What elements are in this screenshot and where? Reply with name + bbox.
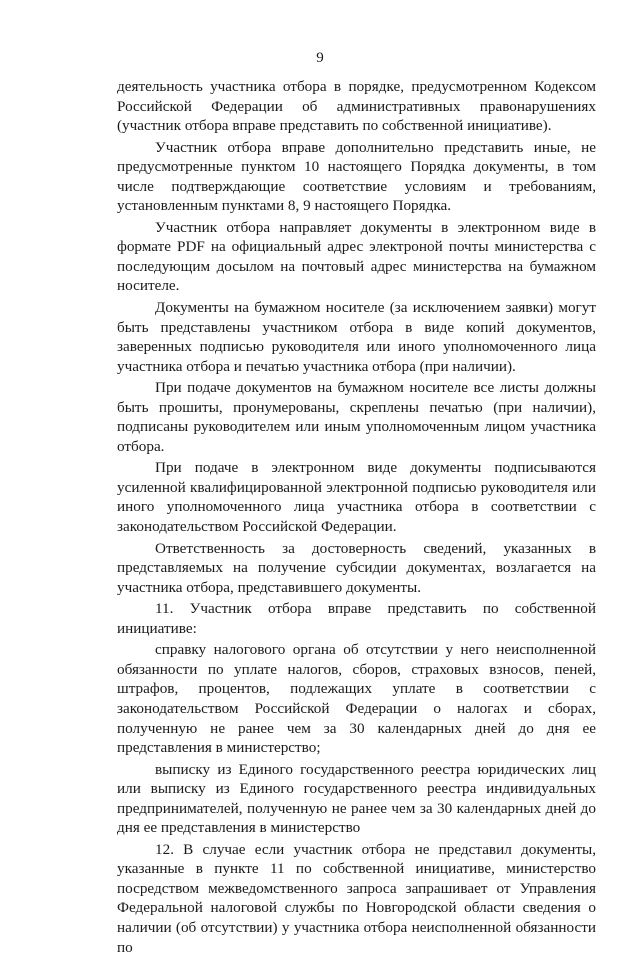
paragraph: справку налогового органа об отсутствии у него неисполненной обязанности по уплате налогов, сборов, страховых взносов, пеней, штрафов, процентов, подлежащих уплате в соответствии с законодательством Российской Федерации о налогах и сборах, полученную не ранее чем за 30 календарных дней до дня ее представления в министерство; (117, 641, 596, 757)
paragraph: При подаче в электронном виде документы подписываются усиленной квалифицированной электронной подписью руководителя или иного уполномоченного лица участника отбора в соответствии с законодательством Российской Федерации. (117, 459, 596, 536)
paragraph: Ответственность за достоверность сведений, указанных в представляемых на получение субсидии документах, возлагается на участника отбора, представившего документы. (117, 539, 596, 596)
paragraph: Участник отбора вправе дополнительно представить иные, не предусмотренные пунктом 10 настоящего Порядка документы, в том числе подтверждающие соответствие условиям и требованиям, установленным пунктами 8, 9 настоящего Порядка. (117, 138, 596, 215)
paragraph: При подаче документов на бумажном носителе все листы должны быть прошиты, пронумерованы, скреплены печатью (при наличии), подписаны руководителем или иным уполномоченным лицом участника отбора. (117, 379, 596, 455)
document-body (117, 77, 596, 957)
paragraph: выписку из Единого государственного реестра юридических лиц или выписку из Единого государственного реестра индивидуальных предпринимателей, полученную не ранее чем за 30 календарных дней до дня ее представления в министерство (117, 760, 596, 837)
paragraph: 11. Участник отбора вправе представить по собственной инициативе: (117, 600, 596, 637)
paragraph: Участник отбора направляет документы в электронном виде в формате PDF на официальный адрес электроной почты министерства с последующим досылом на почтовый адрес министерства на бумажном носителе. (117, 218, 596, 295)
page-number: 9 (316, 50, 324, 66)
paragraph: деятельность участника отбора в порядке, предусмотренном Кодексом Российской Федерации об административных правонарушениях (участник отбора вправе представить по собственной инициативе). (117, 78, 596, 135)
paragraph: 12. В случае если участник отбора не представил документы, указанные в пункте 11 по собственной инициативе, министерство посредством межведомственного запроса запрашивает от Управления Федеральной налоговой службы по Новгородской области сведения о наличии (об отсутствии) у участника отбора неисполненной обязанности по (117, 840, 596, 956)
paragraph: Документы на бумажном носителе (за исключением заявки) могут быть представлены участником отбора в виде копий документов, заверенных подписью руководителя или иного уполномоченного лица участника отбора и печатью участника отбора (при наличии). (117, 299, 596, 375)
